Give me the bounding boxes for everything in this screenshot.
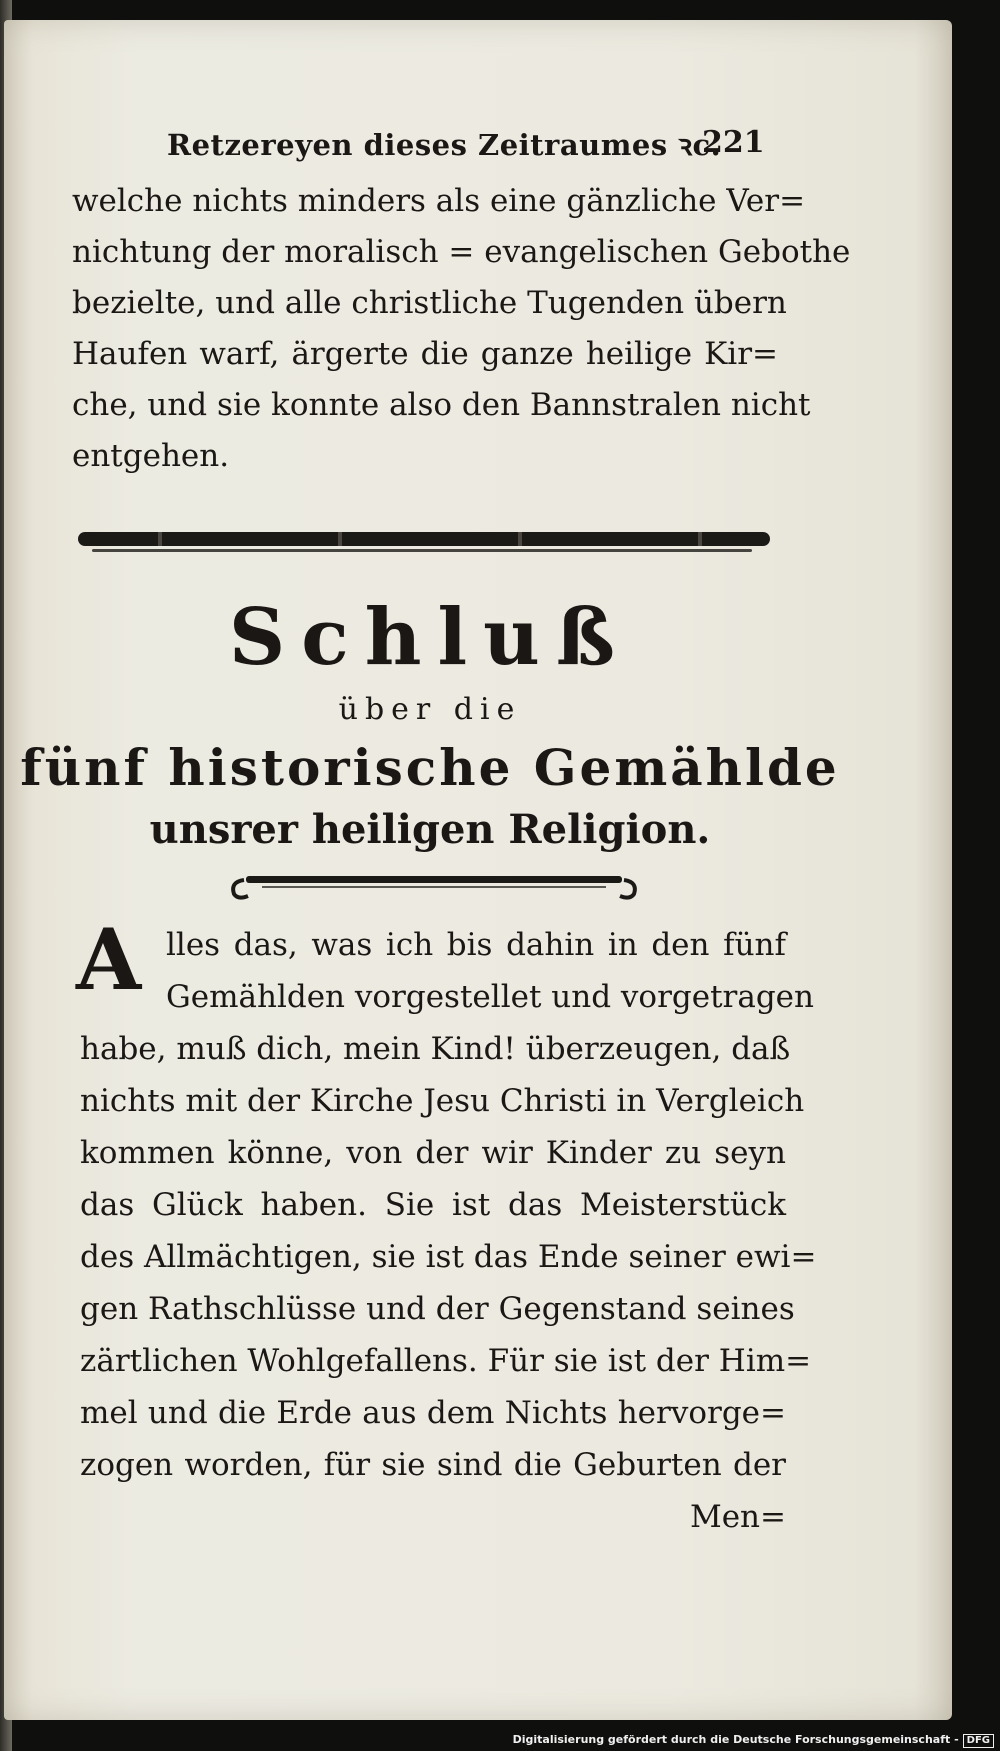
- text-line: che, und sie konnte also den Bannstralen nicht: [72, 387, 811, 423]
- catchword: Men=: [689, 1499, 786, 1535]
- text-line: Haufen warf, ärgerte die ganze heilige Kir=: [72, 336, 778, 372]
- text-line: kommen könne, von der wir Kinder zu seyn: [80, 1135, 786, 1171]
- text-line: zogen worden, für sie sind die Geburten der: [80, 1447, 786, 1483]
- digitization-credit: [513, 1733, 994, 1748]
- section-divider-line: [92, 549, 752, 552]
- text-line: das Glück haben. Sie ist das Meisterstück: [80, 1187, 786, 1223]
- drop-cap: A: [76, 910, 142, 1009]
- text-line: bezielte, und alle christliche Tugenden übern: [72, 285, 787, 321]
- text-line: mel und die Erde aus dem Nichts hervorge=: [80, 1395, 786, 1431]
- text-line: welche nichts minders als eine gänzliche Ver=: [72, 183, 806, 219]
- section-subheading: unsrer heiligen Religion.: [149, 806, 711, 853]
- ornament-rule: [226, 872, 642, 904]
- running-head: Retzereyen dieses Zeitraumes ꝛc.: [167, 128, 722, 162]
- text-line: zärtlichen Wohlgefallens. Für sie ist der Him=: [80, 1343, 812, 1379]
- text-line: Gemählden vorgestellet und vorgetragen: [166, 979, 814, 1015]
- text-line: nichtung der moralisch = evangelischen Gebothe: [72, 234, 851, 270]
- text-line: lles das, was ich bis dahin in den fünf: [166, 927, 786, 963]
- text-line: gen Rathschlüsse und der Gegenstand seines: [80, 1291, 795, 1327]
- section-heading: Schluß: [228, 592, 632, 683]
- dfg-logo: DFG: [963, 1734, 994, 1748]
- text-line: entgehen.: [72, 438, 230, 474]
- section-subheading: fünf historische Gemählde: [20, 738, 840, 797]
- section-divider: [78, 532, 770, 546]
- section-subheading: über die: [338, 692, 522, 727]
- credit-text: Digitalisierung gefördert durch die Deutsche Forschungsgemeinschaft -: [512, 1733, 959, 1746]
- text-line: habe, muß dich, mein Kind! überzeugen, daß: [80, 1031, 791, 1067]
- text-line: des Allmächtigen, sie ist das Ende seiner ewi=: [80, 1239, 817, 1275]
- page-number: 221: [702, 125, 765, 160]
- text-line: nichts mit der Kirche Jesu Christi in Vergleich: [80, 1083, 805, 1119]
